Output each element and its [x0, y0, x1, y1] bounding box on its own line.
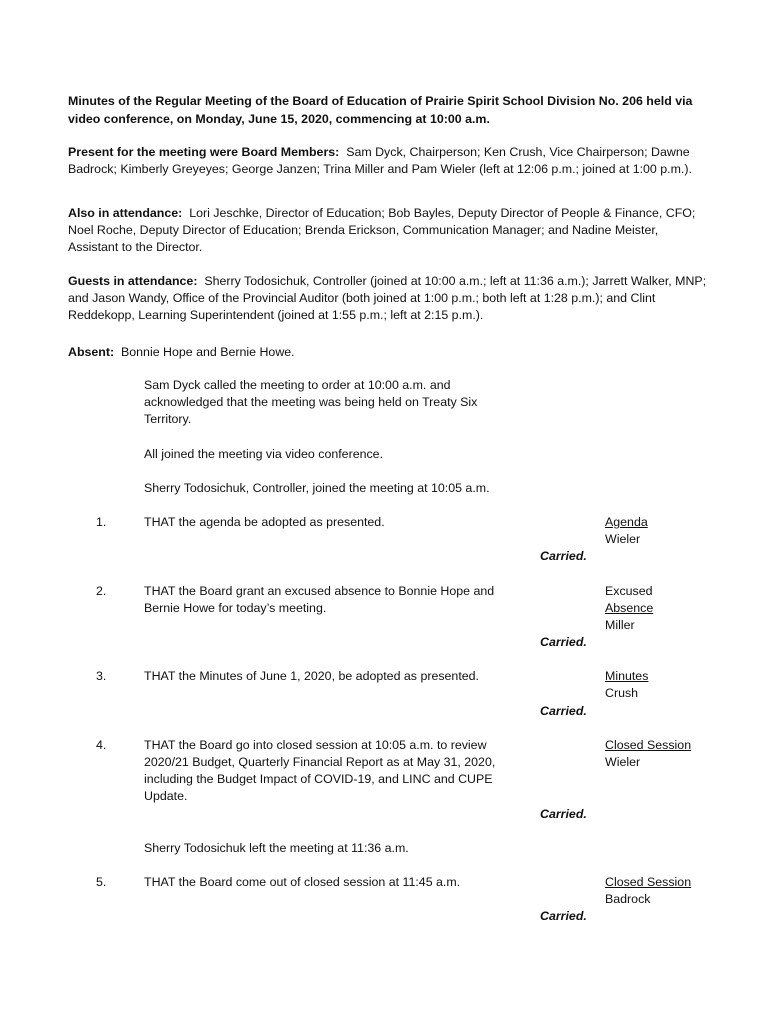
- motion-number: 4.: [96, 738, 107, 752]
- motion-carried: Carried.: [540, 909, 587, 923]
- motion-text: THAT the agenda be adopted as presented.: [144, 515, 385, 529]
- guests-label: Guests in attendance:: [68, 274, 198, 288]
- motion-mover: Badrock: [605, 892, 651, 906]
- motion-side-label: [605, 737, 691, 771]
- motion-side-label: [605, 583, 653, 634]
- motion-side-label: [605, 874, 691, 908]
- motion-side-label: [605, 668, 648, 702]
- motion-text: THAT the Minutes of June 1, 2020, be adopted as presented.: [144, 669, 479, 683]
- motion-carried: Carried.: [540, 704, 587, 718]
- left-note: Sherry Todosichuk left the meeting at 11:36 a.m.: [144, 841, 409, 855]
- also-paragraph: [68, 205, 708, 256]
- guests-paragraph: [68, 273, 708, 324]
- video-note: All joined the meeting via video conference.: [144, 447, 384, 461]
- absent-label: Absent:: [68, 345, 115, 359]
- motion-topic-line-2: Absence: [605, 601, 654, 615]
- present-label: Present for the meeting were Board Members:: [68, 145, 340, 159]
- motion-carried: Carried.: [540, 807, 587, 821]
- motion-topic: Minutes: [605, 669, 649, 683]
- document-title: Minutes of the Regular Meeting of the Board of Education of Prairie Spirit School Division No. 206 held via video conference, on Monday, June 15, 2020, commencing at 10:00 a.m.: [68, 94, 693, 126]
- also-label: Also in attendance:: [68, 206, 183, 220]
- motion-number: 5.: [96, 875, 107, 889]
- motion-text: THAT the Board grant an excused absence to Bonnie Hope and Bernie Howe for today’s meeting.: [144, 584, 495, 615]
- motion-topic: Excused: [605, 584, 653, 598]
- motion-text: THAT the Board come out of closed session at 11:45 a.m.: [144, 875, 461, 889]
- motion-carried: Carried.: [540, 549, 587, 563]
- absent-text: Bonnie Hope and Bernie Howe.: [121, 345, 295, 359]
- present-text: Sam Dyck, Chairperson; Ken Crush, Vice Chairperson; Dawne Badrock; Kimberly Greyeyes; George Janzen; Trina Miller and Pam Wieler (left at 12:06 p.m.; joined at 1:00 p.m.).: [68, 145, 692, 176]
- motion-topic: Closed Session: [605, 875, 692, 889]
- motion-number: 2.: [96, 584, 107, 598]
- absent-paragraph: [68, 344, 708, 361]
- motion-number: 3.: [96, 669, 107, 683]
- present-paragraph: [68, 144, 708, 178]
- motion-mover: Wieler: [605, 532, 641, 546]
- motion-mover: Miller: [605, 618, 635, 632]
- motion-topic: Closed Session: [605, 738, 692, 752]
- motion-number: 1.: [96, 515, 107, 529]
- motion-side-label: [605, 514, 648, 548]
- motion-topic: Agenda: [605, 515, 648, 529]
- also-text: Lori Jeschke, Director of Education; Bob Bayles, Deputy Director of People & Finance, CFO; Noel Roche, Deputy Director of Education; Brenda Erickson, Communication Manager; and Nadine Meister, Assistant to the Director.: [68, 206, 696, 254]
- call-to-order: Sam Dyck called the meeting to order at 10:00 a.m. and acknowledged that the meeting was being held on Treaty Six Territory.: [144, 378, 478, 426]
- motion-mover: Wieler: [605, 755, 641, 769]
- joined-note: Sherry Todosichuk, Controller, joined the meeting at 10:05 a.m.: [144, 481, 490, 495]
- guests-text: Sherry Todosichuk, Controller (joined at 10:00 a.m.; left at 11:36 a.m.); Jarrett Walker, MNP; and Jason Wandy, Office of the Provincial Auditor (both joined at 1:00 p.m.; both left at 1:28 p.m.); and Clint Reddekopp, Learning Superintendent (joined at 1:55 p.m.; left at 2:15 p.m.).: [68, 274, 707, 322]
- motion-text: THAT the Board go into closed session at 10:05 a.m. to review 2020/21 Budget, Quarterly Financial Report as at May 31, 2020, including the Budget Impact of COVID-19, and LINC and CUPE Update.: [144, 738, 496, 803]
- motion-carried: Carried.: [540, 635, 587, 649]
- motion-mover: Crush: [605, 686, 639, 700]
